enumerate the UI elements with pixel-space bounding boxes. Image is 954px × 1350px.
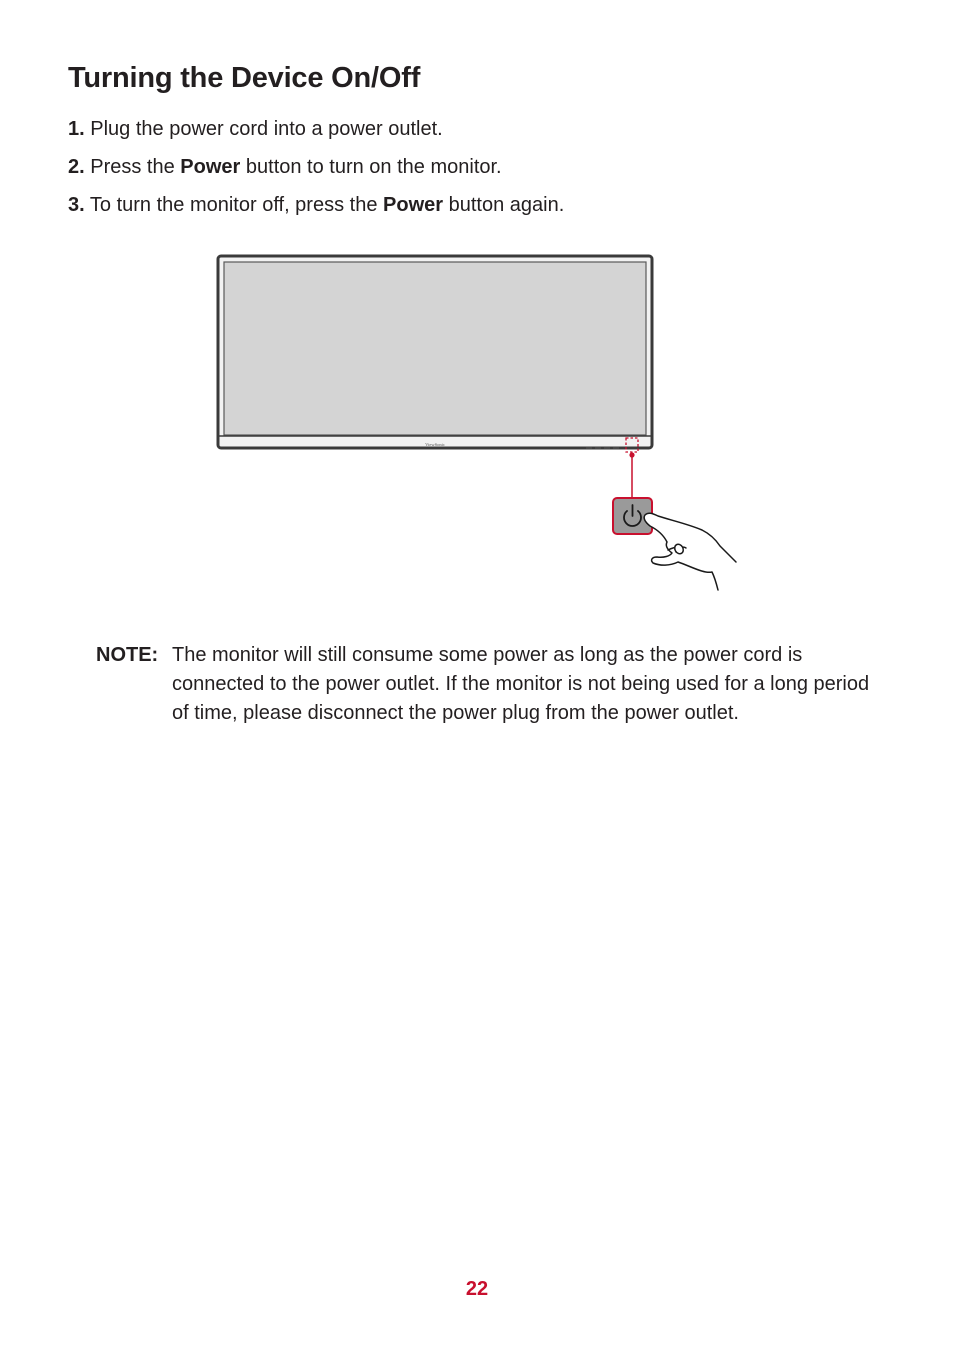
- step-text: Plug the power cord into a power outlet.: [90, 118, 443, 140]
- monitor-illustration: [0, 0, 954, 620]
- step-number: 2.: [68, 156, 85, 178]
- step-text-after: button again.: [443, 194, 565, 216]
- brand-logo: ViewSonic: [425, 442, 445, 447]
- note-label: NOTE:: [96, 644, 159, 666]
- step-text-after: button to turn on the monitor.: [240, 156, 502, 178]
- step-text-before: To turn the monitor off, press the: [89, 194, 384, 216]
- step-number: 1.: [68, 118, 85, 140]
- step-text-before: Press the: [90, 156, 181, 178]
- monitor-icon: [218, 256, 652, 448]
- step-bold-term: Power: [180, 156, 241, 178]
- step-number: 3.: [68, 194, 85, 216]
- page-heading: Turning the Device On/Off: [68, 62, 421, 94]
- hand-pointer-icon: [644, 513, 736, 590]
- step-bold-term: Power: [383, 194, 444, 216]
- note-text: The monitor will still consume some power as long as the power cord is connected to the power outlet. If the monitor is not being used for a long period of time, please disconnect the power plug from the power outlet.: [172, 644, 870, 724]
- page-number: 22: [465, 1278, 489, 1300]
- note-block: [96, 641, 876, 728]
